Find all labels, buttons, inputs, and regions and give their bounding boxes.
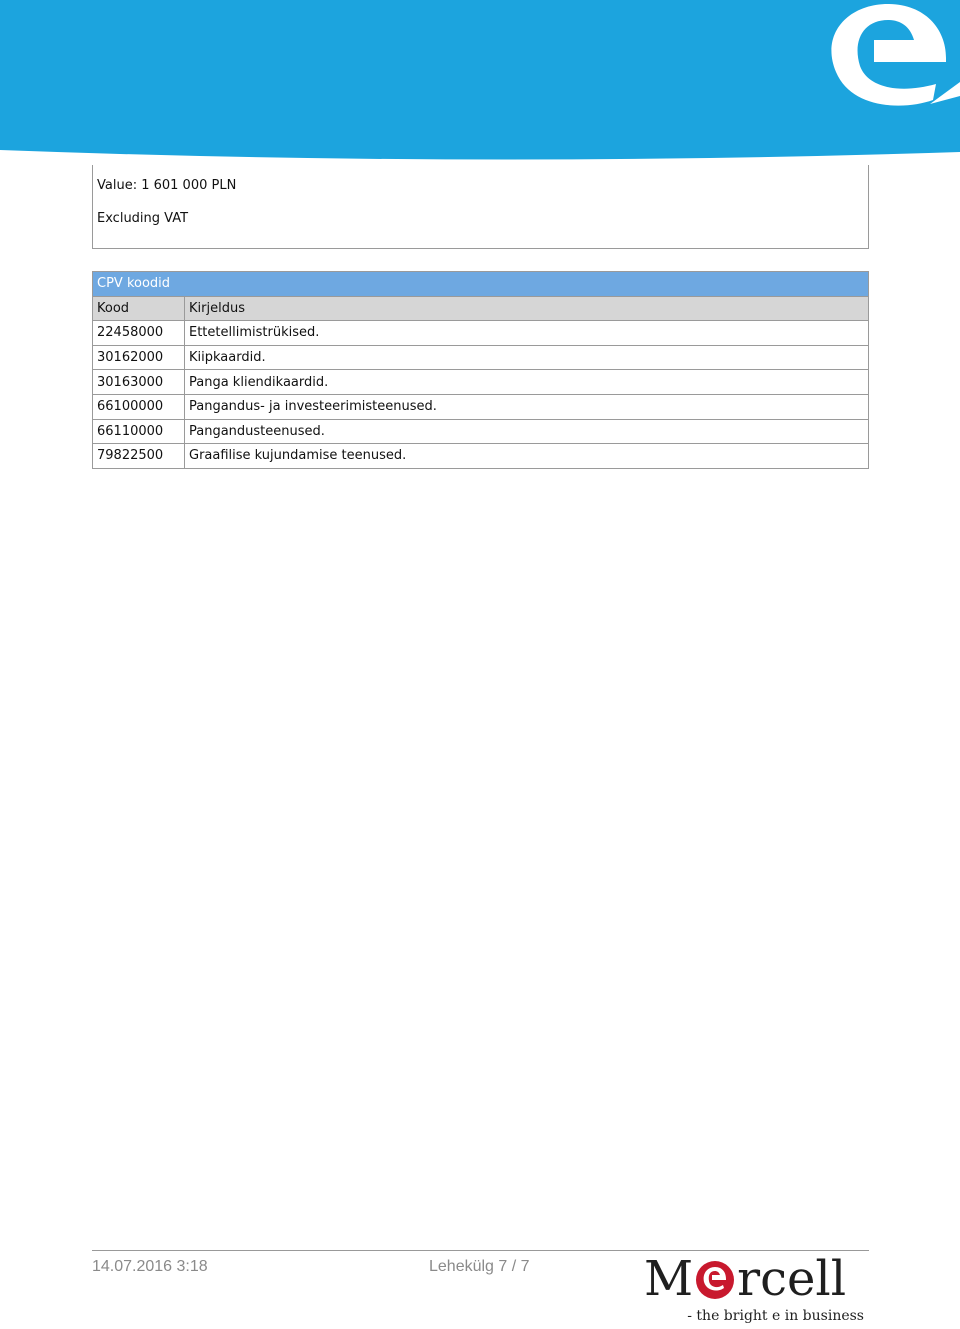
table-row bbox=[93, 419, 869, 444]
table-row bbox=[93, 444, 869, 469]
table-row bbox=[93, 345, 869, 370]
marcell-logo bbox=[644, 1251, 866, 1326]
cpv-code-cell: 66100000 bbox=[93, 394, 185, 419]
table-row bbox=[93, 394, 869, 419]
cpv-code-cell: 79822500 bbox=[93, 444, 185, 469]
banner-graphic bbox=[0, 0, 960, 165]
table-row bbox=[93, 321, 869, 346]
logo-e-icon bbox=[695, 1260, 735, 1300]
cpv-description-cell: Panga kliendikaardid. bbox=[185, 370, 869, 395]
cpv-description-cell: Kiipkaardid. bbox=[185, 345, 869, 370]
logo-tagline: - the bright e in business bbox=[687, 1308, 864, 1324]
cpv-code-cell: 66110000 bbox=[93, 419, 185, 444]
logo-word-end: rcell bbox=[737, 1251, 847, 1307]
cpv-description-cell: Pangandusteenused. bbox=[185, 419, 869, 444]
footer-date: 14.07.2016 3:18 bbox=[92, 1258, 208, 1275]
cpv-table-title: CPV koodid bbox=[93, 272, 869, 297]
cpv-description-cell: Graafilise kujundamise teenused. bbox=[185, 444, 869, 469]
contract-value: Value: 1 601 000 PLN bbox=[97, 178, 237, 193]
logo-wordmark bbox=[644, 1251, 847, 1307]
column-header-code: Kood bbox=[93, 296, 185, 321]
cpv-code-cell: 30162000 bbox=[93, 345, 185, 370]
cpv-code-cell: 30163000 bbox=[93, 370, 185, 395]
cpv-description-cell: Pangandus- ja investeerimisteenused. bbox=[185, 394, 869, 419]
cpv-description-cell: Ettetellimistrükised. bbox=[185, 321, 869, 346]
column-header-description: Kirjeldus bbox=[185, 296, 869, 321]
cpv-codes-table bbox=[92, 271, 869, 469]
table-row bbox=[93, 370, 869, 395]
cpv-table-header-row bbox=[93, 296, 869, 321]
cpv-code-cell: 22458000 bbox=[93, 321, 185, 346]
header-banner bbox=[0, 0, 960, 165]
vat-note: Excluding VAT bbox=[97, 211, 189, 226]
contract-value-box bbox=[92, 165, 869, 249]
cpv-table-title-row bbox=[93, 272, 869, 297]
footer-page-number: Lehekülg 7 / 7 bbox=[429, 1258, 530, 1275]
logo-word-start: M bbox=[644, 1251, 694, 1307]
